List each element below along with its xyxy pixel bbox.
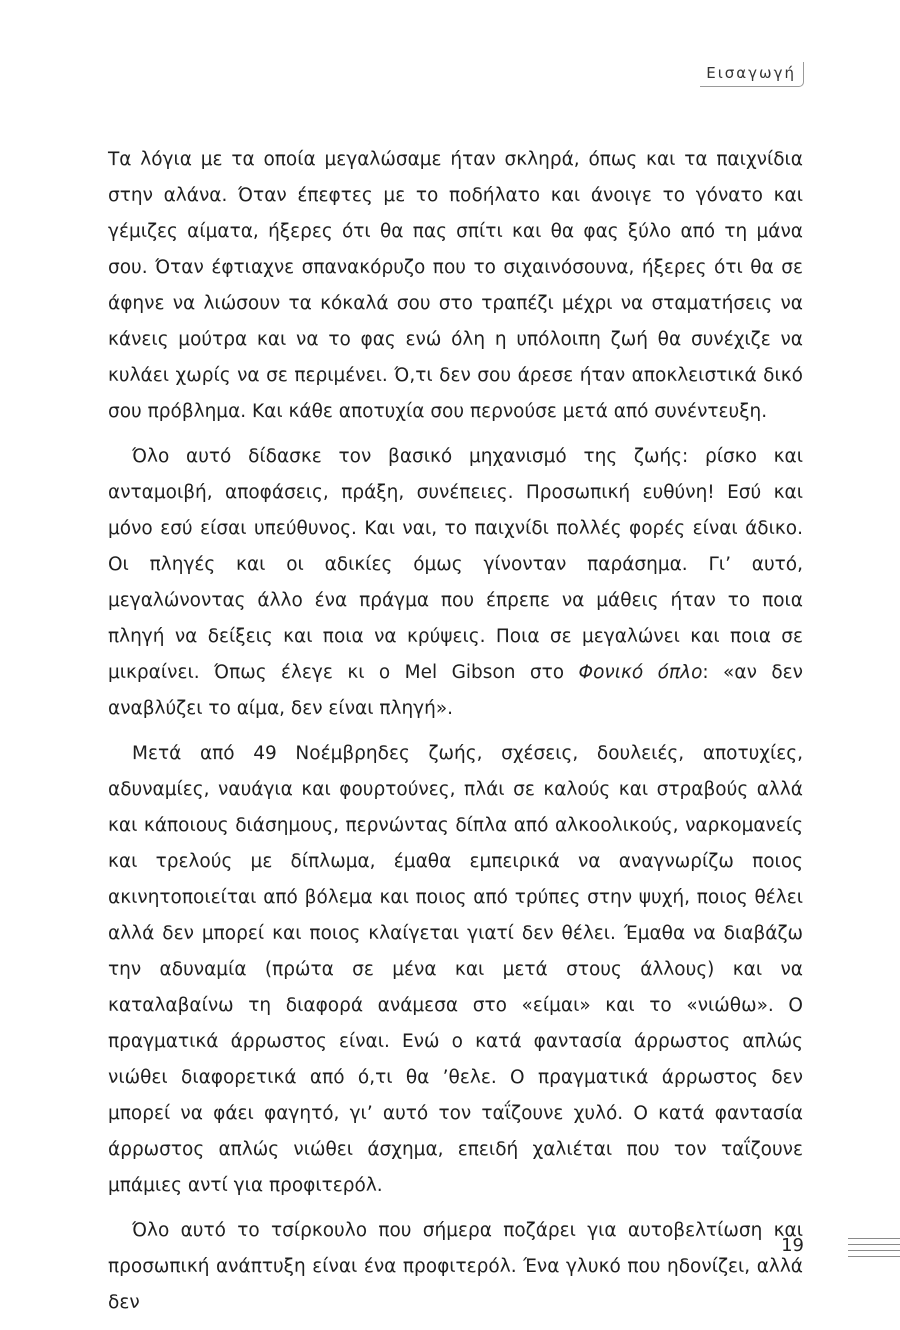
film-title: Φονικό όπλο: [578, 662, 703, 683]
edge-line: [848, 1244, 900, 1245]
edge-line: [848, 1238, 900, 1239]
running-head-title: Εισαγωγή: [706, 64, 796, 82]
paragraph-2-text: Όλο αυτό δίδασκε τον βασικό μηχανισμό της ζωής: ρίσκο και ανταμοιβή, αποφάσεις, πράξη, συνέπειες. Προσωπική ευθύνη! Εσύ και μόνο εσύ είσαι υπεύθυνος. Και ναι, το παιχνίδι πολλές φορές είναι άδικο. Οι πληγές και οι αδικίες όμως γίνονταν παράσημα. Γι’ αυτό, μεγαλώνοντας άλλο ένα πράγμα που έπρεπε να μάθεις ήταν το ποια πληγή να δείξεις και ποια να κρύψεις. Ποια σε μεγαλώνει και ποια σε μικραίνει. Όπως έλεγε κι ο Mel Gibson στο: [108, 446, 803, 683]
edge-line: [848, 1250, 900, 1251]
paragraph-2: [108, 439, 803, 727]
edge-line: [848, 1256, 900, 1257]
running-head: [700, 62, 804, 87]
page-number: 19: [781, 1235, 804, 1256]
body-text: [108, 142, 803, 1330]
paragraph-4: Όλο αυτό το τσίρκουλο που σήμερα ποζάρει για αυτοβελτίωση και προσωπική ανάπτυξη είναι ένα προφιτερόλ. Ένα γλυκό που ηδονίζει, αλλά δεν: [108, 1220, 803, 1313]
paragraph-1: Τα λόγια με τα οποία μεγαλώσαμε ήταν σκληρά, όπως και τα παιχνίδια στην αλάνα. Όταν έπεφτες με το ποδήλατο και άνοιγε το γόνατο και γέμιζες αίματα, ήξερες ότι θα πας σπίτι και θα φας ξύλο από τη μάνα σου. Όταν έφτιαχνε σπανακόρυζο που το σιχαινόσουνα, ήξερες ότι θα σε άφηνε να λιώσουν τα κόκαλά σου στο τραπέζι μέχρι να σταματήσεις να κάνεις μούτρα και να το φας ενώ όλη η υπόλοιπη ζωή θα συνέχιζε να κυλάει χωρίς να σε περιμένει. Ό,τι δεν σου άρεσε ήταν αποκλειστικά δικό σου πρόβλημα. Και κάθε αποτυχία σου περνούσε μετά από συνέντευξη.: [108, 149, 803, 422]
paragraph-3: Μετά από 49 Νοέμβρηδες ζωής, σχέσεις, δουλειές, αποτυχίες, αδυναμίες, ναυάγια και φουρτούνες, πλάι σε καλούς και στραβούς αλλά και κάποιους διάσημους, περνώντας δίπλα από αλκοολικούς, ναρκομανείς και τρελούς με δίπλωμα, έμαθα εμπειρικά να αναγνωρίζω ποιος ακινητοποιείται από βόλεμα και ποιος από τρύπες στην ψυχή, ποιος θέλει αλλά δεν μπορεί και ποιος κλαίγεται γιατί δεν θέλει. Έμαθα να διαβάζω την αδυναμία (πρώτα σε μένα και μετά στους άλλους) και να καταλαβαίνω τη διαφορά ανάμεσα στο «είμαι» και το «νιώθω». Ο πραγματικά άρρωστος είναι. Ενώ ο κατά φαντασία άρρωστος απλώς νιώθει διαφορετικά από ό,τι θα ’θελε. Ο πραγματικά άρρωστος δεν μπορεί να φάει φαγητό, γι’ αυτό τον ταΐζουνε χυλό. Ο κατά φαντασία άρρωστος απλώς νιώθει άσχημα, επειδή χαλιέται που τον ταΐζουνε μπάμιες αντί για προφιτερόλ.: [108, 743, 803, 1196]
paragraph-2-quote: : «αν δεν αναβλύζει το αίμα, δεν είναι πληγή».: [108, 662, 803, 719]
page-edge-marks: [848, 1238, 900, 1262]
